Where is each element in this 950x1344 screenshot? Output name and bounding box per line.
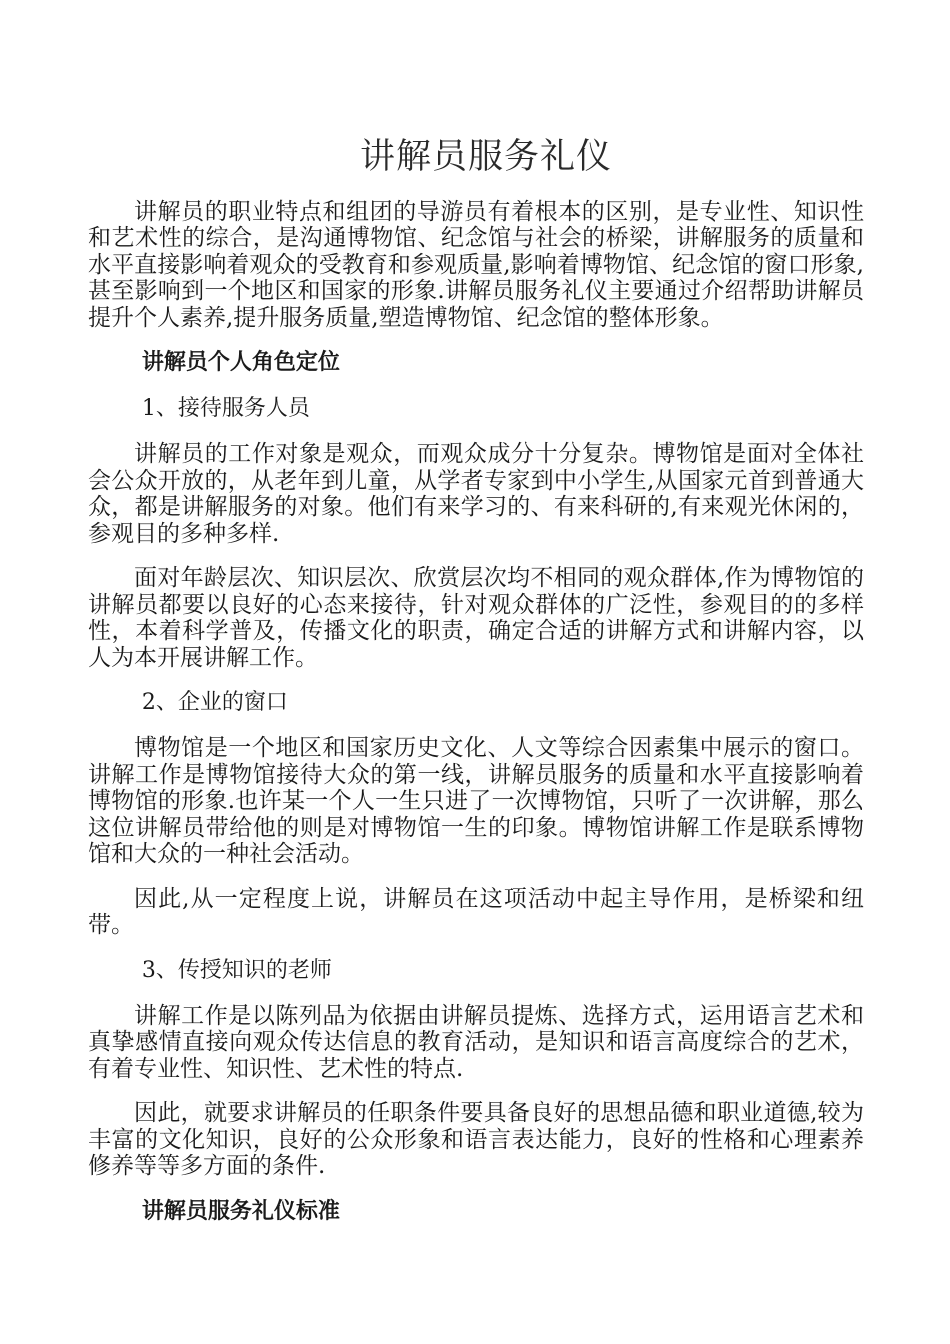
intro-paragraph: 讲解员的职业特点和组团的导游员有着根本的区别，是专业性、知识性和艺术性的综合，是沟通博物馆、纪念馆与社会的桥梁，讲解服务的质量和水平直接影响着观众的受教育和参观质量,影响着博物馆、纪念馆的窗口形象,甚至影响到一个地区和国家的形象.讲解员服务礼仪主要通过介绍帮助讲解员提升个人素养,提升服务质量,塑造博物馆、纪念馆的整体形象。 <box>88 198 864 331</box>
paragraph: 因此，就要求讲解员的任职条件要具备良好的思想品德和职业道德,较为丰富的文化知识，良好的公众形象和语言表达能力，良好的性格和心理素养修养等等多方面的条件. <box>88 1100 864 1179</box>
paragraph: 面对年龄层次、知识层次、欣赏层次均不相同的观众群体,作为博物馆的讲解员都要以良好的心态来接待，针对观众群体的广泛性，参观目的的多样性，本着科学普及，传播文化的职责，确定合适的讲解方式和讲解内容，以人为本开展讲解工作。 <box>88 565 864 671</box>
section-heading-etiquette-standards: 讲解员服务礼仪标准 <box>141 1198 340 1224</box>
paragraph: 讲解工作是以陈列品为依据由讲解员提炼、选择方式，运用语言艺术和真挚感情直接向观众传达信息的教育活动，是知识和语言高度综合的艺术，有着专业性、知识性、艺术性的特点. <box>88 1002 864 1082</box>
subheading-enterprise-window: 2、企业的窗口 <box>141 690 288 715</box>
subheading-reception-staff: 1、接待服务人员 <box>141 396 310 421</box>
document-page <box>88 135 864 1244</box>
paragraph: 因此,从一定程度上说，讲解员在这项活动中起主导作用，是桥梁和纽带。 <box>88 885 864 938</box>
paragraph: 博物馆是一个地区和国家历史文化、人文等综合因素集中展示的窗口。讲解工作是博物馆接待大众的第一线，讲解员服务的质量和水平直接影响着博物馆的形象.也许某一个人一生只进了一次博物馆，只听了一次讲解，那么这位讲解员带给他的则是对博物馆一生的印象。博物馆讲解工作是联系博物馆和大众的一种社会活动。 <box>88 735 864 867</box>
section-heading-role: 讲解员个人角色定位 <box>141 350 340 375</box>
subheading-knowledge-teacher: 3、传授知识的老师 <box>141 957 332 983</box>
document-title: 讲解员服务礼仪 <box>359 137 612 177</box>
paragraph: 讲解员的工作对象是观众，而观众成分十分复杂。博物馆是面对全体社会公众开放的，从老年到儿童，从学者专家到中小学生,从国家元首到普通大众，都是讲解服务的对象。他们有来学习的、有来科研的,有来观光休闲的，参观目的多种多样. <box>88 441 864 547</box>
